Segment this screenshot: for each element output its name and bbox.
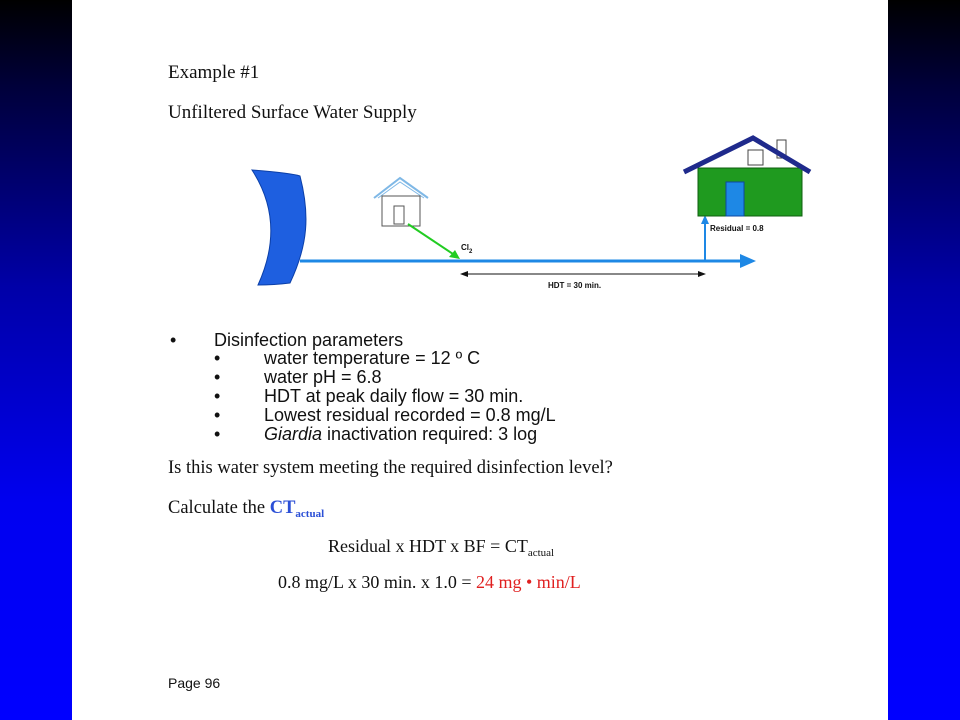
parameter-item: water pH = 6.8: [264, 367, 382, 387]
parameters-heading: Disinfection parameters: [214, 330, 404, 350]
ct-formula: Residual x HDT x BF = $CT_{actual}$: [328, 536, 555, 559]
bullet-dot: •: [214, 405, 221, 425]
pipe-arrowhead: [740, 254, 756, 268]
parameter-item: water temperature = 12 º C: [264, 348, 481, 368]
parameter-item: Lowest residual recorded = 0.8 mg/L: [264, 405, 556, 425]
residual-label: Residual = 0.8: [710, 224, 764, 233]
question-text: Is this water system meeting the required disinfection level?: [168, 458, 613, 478]
customer-house: [684, 138, 810, 216]
cl2-arrow: [408, 224, 456, 256]
calculate-line: [168, 498, 324, 520]
cl2-label: $Cl_2$: [461, 243, 473, 255]
hdt-right-arrowhead: [698, 271, 706, 277]
bullet-dot: •: [214, 424, 221, 444]
bullet-dot: •: [214, 386, 221, 406]
bullet-dot: •: [214, 367, 221, 387]
bullet-dot: •: [214, 348, 221, 368]
result-value: 24 mg • min/L: [475, 572, 581, 592]
example-title: Example #1: [168, 62, 260, 83]
supply-title: Unfiltered Surface Water Supply: [168, 102, 417, 123]
result-left: 0.8 mg/L x 30 min. x 1.0 =: [278, 572, 476, 592]
parameter-item-rest: inactivation required: 3 log: [322, 424, 538, 444]
calculate-prefix: Calculate the: [168, 498, 270, 518]
hdt-left-arrowhead: [460, 271, 468, 277]
document-page: [72, 0, 888, 720]
page-number: Page 96: [168, 675, 221, 691]
ct-label: $CT_{actual}$: [269, 498, 325, 520]
giardia-italic: Giardia: [264, 424, 323, 444]
parameter-item: [264, 424, 537, 444]
ct-result: [278, 572, 581, 593]
chlorination-house: [374, 178, 428, 226]
parameter-item: HDT at peak daily flow = 30 min.: [264, 386, 524, 406]
water-source-shape: [252, 170, 306, 285]
hdt-label: HDT = 30 min.: [548, 281, 602, 290]
water-system-diagram: [72, 0, 888, 320]
bullet-dot: •: [170, 330, 177, 350]
